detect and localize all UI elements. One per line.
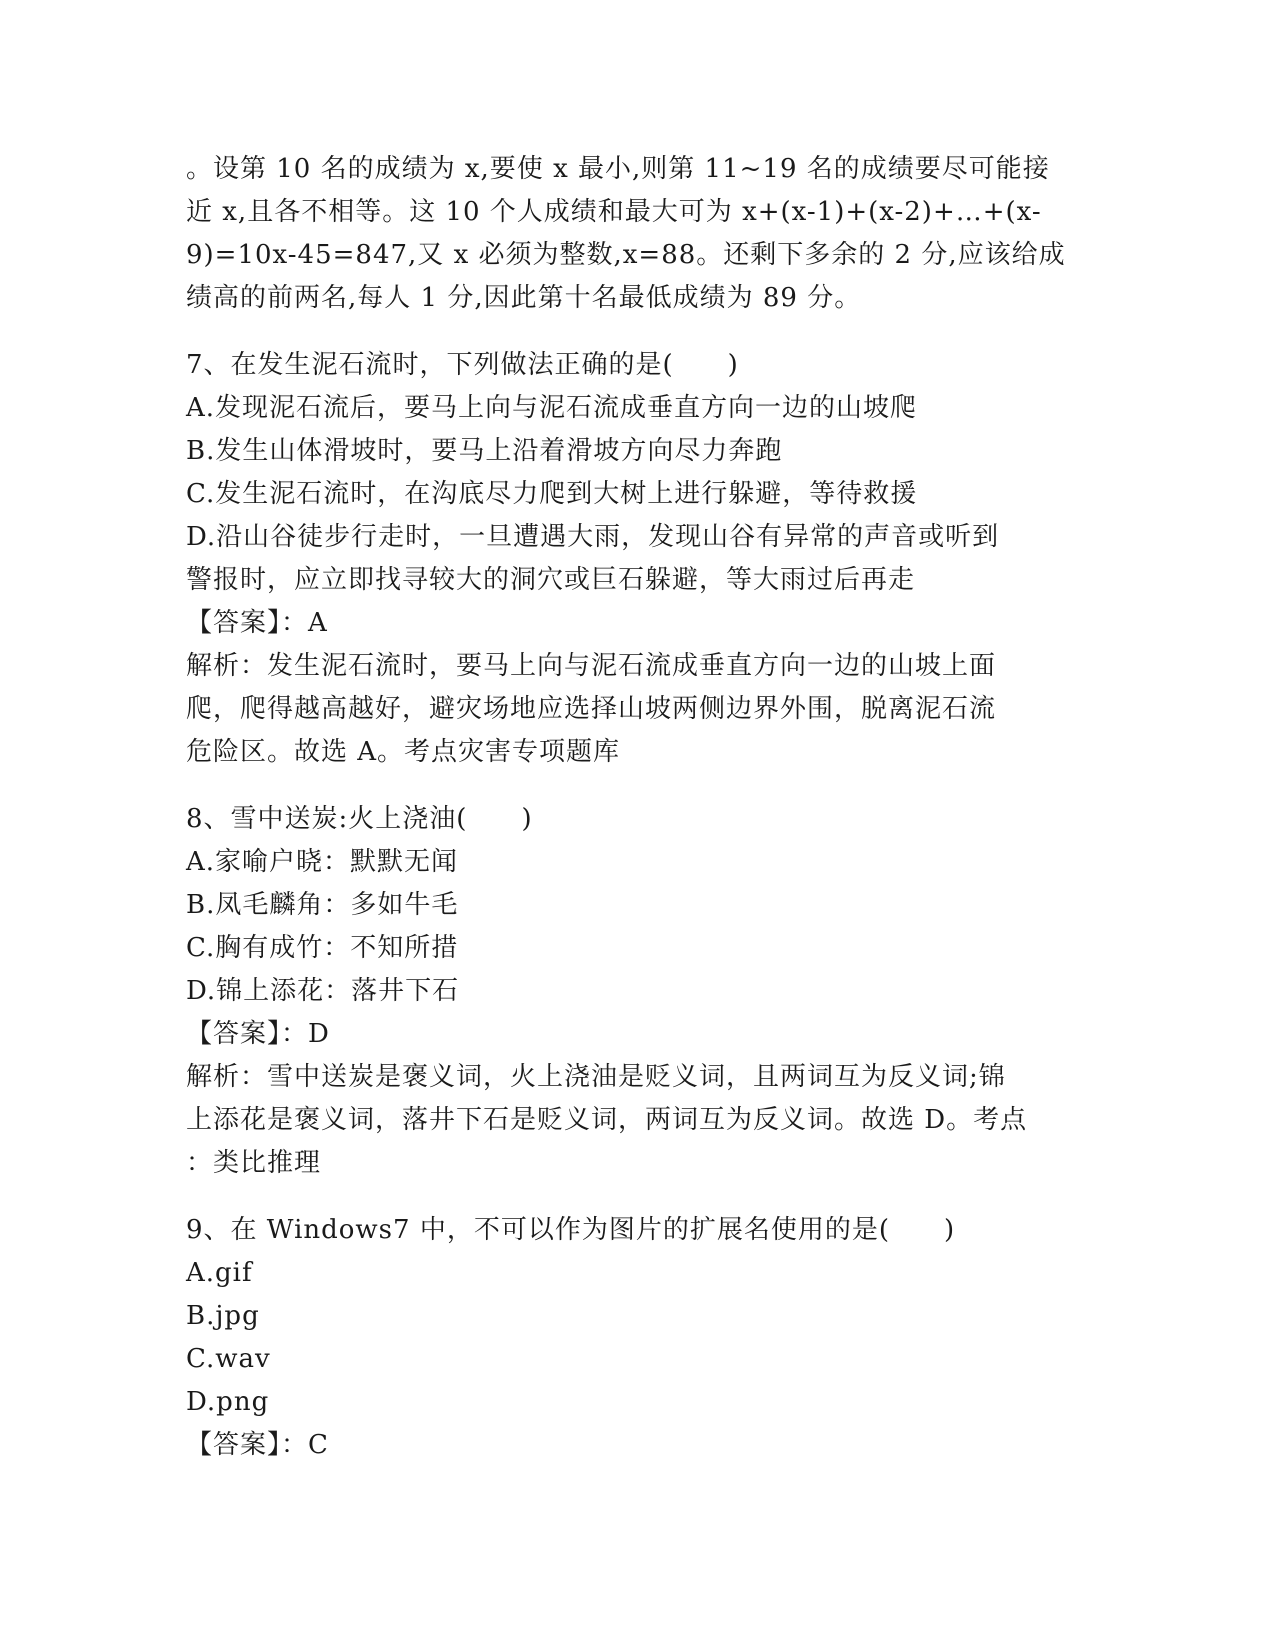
option-a: A.发现泥石流后，要马上向与泥石流成垂直方向一边的山坡爬 <box>186 393 918 423</box>
option-c: C.wav <box>186 1344 271 1374</box>
analysis-line: 9)=10x-45=847,又 x 必须为整数,x=88。还剩下多余的 2 分,应该给成 <box>186 240 1066 270</box>
option-d: D.png <box>186 1387 270 1417</box>
analysis-line: 解析：发生泥石流时，要马上向与泥石流成垂直方向一边的山坡上面 <box>186 651 997 681</box>
spacer <box>186 774 1086 798</box>
option-b: B.发生山体滑坡时，要马上沿着滑坡方向尽力奔跑 <box>186 436 783 466</box>
question-stem: 7、在发生泥石流时，下列做法正确的是( ) <box>186 350 739 380</box>
analysis-line: ：类比推理 <box>186 1148 322 1178</box>
option-b: B.凤毛麟角：多如牛毛 <box>186 890 459 920</box>
analysis-line: 上添花是褒义词，落井下石是贬义词，两词互为反义词。故选 D。考点 <box>186 1105 1028 1135</box>
option-d-continued: 警报时，应立即找寻较大的洞穴或巨石躲避，等大雨过后再走 <box>186 565 916 595</box>
previous-analysis-continuation <box>186 148 1086 320</box>
option-c: C.胸有成竹：不知所措 <box>186 933 459 963</box>
analysis-line: 爬，爬得越高越好，避灾场地应选择山坡两侧边界外围，脱离泥石流 <box>186 694 997 724</box>
answer-line: 【答案】：A <box>186 608 328 638</box>
question-8 <box>186 798 1086 1185</box>
answer-line: 【答案】：D <box>186 1019 330 1049</box>
question-stem: 8、雪中送炭:火上浇油( ) <box>186 804 533 834</box>
option-a: A.家喻户晓：默默无闻 <box>186 847 459 877</box>
question-stem: 9、在 Windows7 中，不可以作为图片的扩展名使用的是( ) <box>186 1215 956 1245</box>
analysis-line: 。设第 10 名的成绩为 x,要使 x 最小,则第 11~19 名的成绩要尽可能接 <box>186 154 1050 184</box>
spacer <box>186 320 1086 344</box>
option-a: A.gif <box>186 1258 253 1288</box>
analysis-line: 危险区。故选 A。考点灾害专项题库 <box>186 737 621 767</box>
spacer <box>186 1185 1086 1209</box>
option-d: D.沿山谷徒步行走时，一旦遭遇大雨，发现山谷有异常的声音或听到 <box>186 522 1000 552</box>
option-b: B.jpg <box>186 1301 260 1331</box>
question-7 <box>186 344 1086 774</box>
document-page <box>186 148 1086 1467</box>
option-c: C.发生泥石流时，在沟底尽力爬到大树上进行躲避，等待救援 <box>186 479 918 509</box>
analysis-line: 近 x,且各不相等。这 10 个人成绩和最大可为 x+(x-1)+(x-2)+…+(x- <box>186 197 1042 227</box>
question-9 <box>186 1209 1086 1467</box>
answer-line: 【答案】：C <box>186 1430 329 1460</box>
option-d: D.锦上添花：落井下石 <box>186 976 460 1006</box>
analysis-line: 解析：雪中送炭是褒义词，火上浇油是贬义词，且两词互为反义词;锦 <box>186 1062 1006 1092</box>
analysis-line: 绩高的前两名,每人 1 分,因此第十名最低成绩为 89 分。 <box>186 283 862 313</box>
